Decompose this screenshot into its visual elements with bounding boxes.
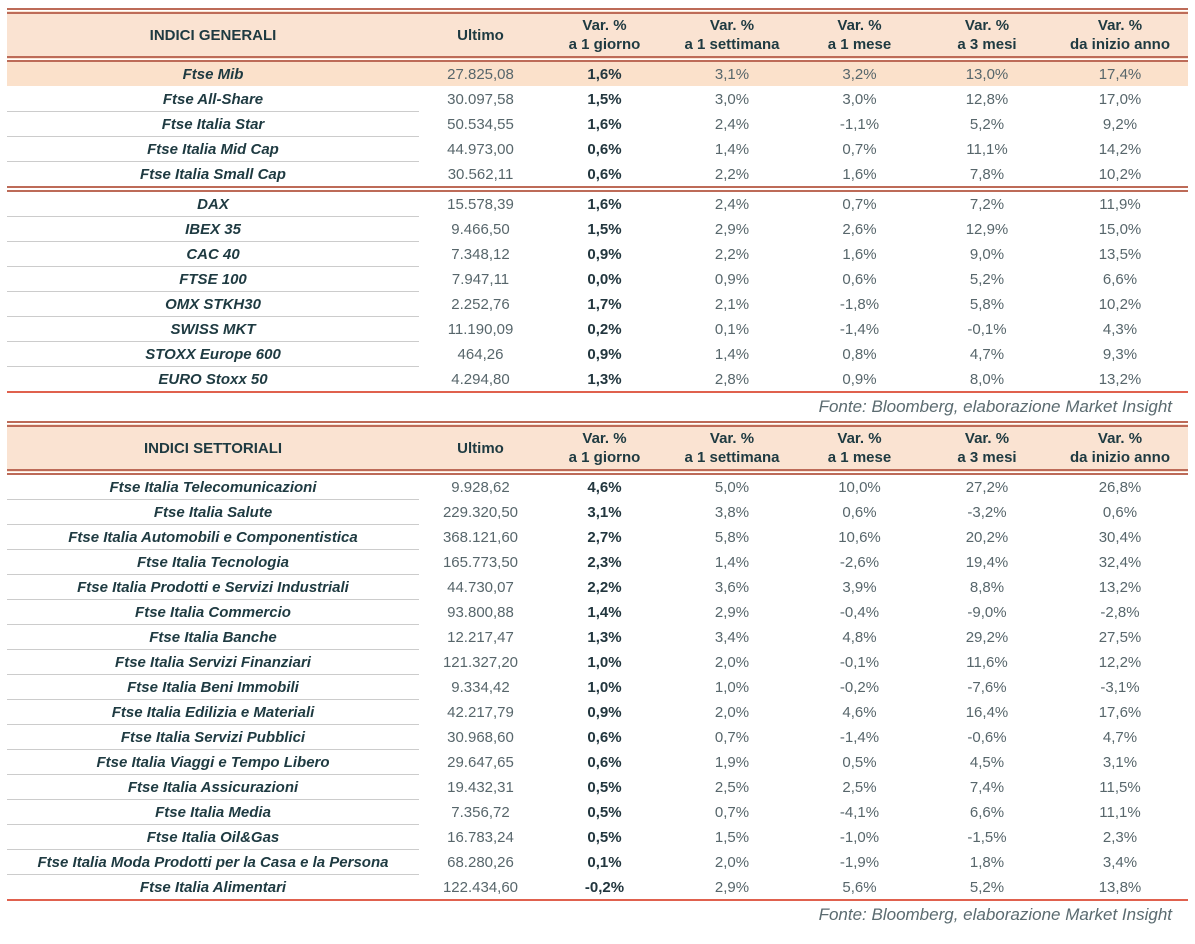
var-1-mese-value: 5,6% — [797, 875, 922, 901]
var-inizio-anno-value: 2,3% — [1102, 828, 1138, 846]
column-header-var-1-mese — [797, 11, 922, 59]
ultimo-value: 16.783,24 — [447, 828, 514, 846]
var-3-mesi-value: 20,2% — [965, 528, 1009, 546]
var-3-mesi-value: 1,8% — [969, 853, 1005, 871]
var-3-mesi-value: 12,9% — [965, 220, 1009, 238]
var-1-giorno-value: 0,5% — [587, 828, 622, 846]
table-row — [7, 500, 1188, 525]
var-1-mese-value: -1,9% — [839, 853, 880, 871]
var-1-giorno-value: 1,6% — [587, 115, 622, 133]
ultimo-value: 19.432,31 — [447, 778, 514, 796]
var-1-giorno-value: 0,6% — [587, 753, 622, 771]
column-header-var-3-mesi — [922, 424, 1052, 472]
column-header-line: da inizio anno — [1070, 36, 1170, 53]
var-1-giorno-value: 1,6% — [542, 59, 667, 87]
var-inizio-anno-value: 27,5% — [1098, 628, 1142, 646]
var-1-settimana-value: 2,9% — [714, 603, 750, 621]
column-header-var-1-settimana — [667, 424, 797, 472]
var-1-settimana-value: 5,8% — [714, 528, 750, 546]
var-inizio-anno-value: 11,5% — [1099, 778, 1141, 796]
column-header-ultimo: Ultimo — [419, 11, 542, 59]
ultimo-value: 9.928,62 — [451, 478, 510, 496]
var-inizio-anno-value: 30,4% — [1098, 528, 1142, 546]
var-3-mesi-value: 16,4% — [965, 703, 1009, 721]
var-1-settimana-value: 2,0% — [714, 703, 750, 721]
index-name: EURO Stoxx 50 — [7, 367, 419, 393]
ultimo-value: 9.334,42 — [451, 678, 510, 696]
var-1-mese-value: 10,6% — [838, 528, 881, 546]
ultimo-value: 44.973,00 — [447, 140, 514, 158]
var-inizio-anno-value: 10,2% — [1052, 162, 1188, 190]
index-name: Ftse Italia Servizi Finanziari — [7, 650, 419, 675]
var-3-mesi-value: 7,2% — [969, 195, 1005, 213]
var-1-giorno-value: 0,1% — [587, 853, 622, 871]
index-name: Ftse All-Share — [7, 87, 419, 112]
table-row — [7, 650, 1188, 675]
table-title: INDICI GENERALI — [7, 11, 419, 59]
var-1-giorno-value: 0,6% — [587, 728, 622, 746]
column-header-ultimo: Ultimo — [419, 424, 542, 472]
column-header-line: Var. % — [964, 430, 1010, 447]
index-name: Ftse Italia Servizi Pubblici — [7, 725, 419, 750]
var-inizio-anno-value: 13,8% — [1052, 875, 1188, 901]
var-1-giorno-value: 1,0% — [587, 653, 622, 671]
var-1-mese-value: 0,6% — [842, 503, 877, 521]
table-row — [7, 292, 1188, 317]
ultimo-value: 29.647,65 — [447, 753, 514, 771]
column-header-line: Var. % — [709, 430, 755, 447]
source-note: Fonte: Bloomberg, elaborazione Market Insight — [818, 397, 1172, 416]
var-inizio-anno-value: 12,2% — [1098, 653, 1142, 671]
table-row — [7, 342, 1188, 367]
var-1-mese-value: 0,5% — [842, 753, 877, 771]
index-name: Ftse Italia Media — [7, 800, 419, 825]
var-inizio-anno-value: 3,1% — [1102, 753, 1138, 771]
ultimo-value: 121.327,20 — [442, 653, 519, 671]
ultimo-value: 229.320,50 — [442, 503, 519, 521]
var-inizio-anno-value: 11,9% — [1099, 195, 1141, 213]
var-3-mesi-value: 29,2% — [965, 628, 1009, 646]
index-name: CAC 40 — [7, 242, 419, 267]
ultimo-value: 30.097,58 — [447, 90, 514, 108]
var-3-mesi-value: -3,2% — [967, 503, 1007, 521]
table-row — [7, 850, 1188, 875]
var-inizio-anno-value: 32,4% — [1098, 553, 1142, 571]
column-header-line: Var. % — [1097, 17, 1143, 34]
var-1-giorno-value: 1,5% — [587, 90, 622, 108]
var-inizio-anno-value: 10,2% — [1098, 295, 1142, 313]
index-name: Ftse Italia Viaggi e Tempo Libero — [7, 750, 419, 775]
index-name: IBEX 35 — [7, 217, 419, 242]
var-1-giorno-value: 2,2% — [587, 578, 622, 596]
index-name: Ftse Italia Beni Immobili — [7, 675, 419, 700]
index-name: Ftse Italia Tecnologia — [7, 550, 419, 575]
column-header-line: Var. % — [837, 430, 882, 447]
column-header-line: Var. % — [582, 430, 627, 447]
var-inizio-anno-value: 15,0% — [1098, 220, 1142, 238]
ultimo-value: 11.190,09 — [447, 320, 514, 338]
var-1-settimana-value: 1,4% — [714, 553, 750, 571]
index-name: DAX — [7, 189, 419, 217]
var-3-mesi-value: 11,1% — [966, 140, 1008, 158]
ultimo-value: 7.356,72 — [451, 803, 510, 821]
var-1-mese-value: 0,7% — [842, 140, 877, 158]
var-3-mesi-value: -9,0% — [967, 603, 1007, 621]
var-1-mese-value: -1,4% — [839, 320, 880, 338]
var-1-settimana-value: 0,9% — [714, 270, 750, 288]
table-row — [7, 367, 1188, 393]
var-1-mese-value: 0,6% — [842, 270, 877, 288]
column-header-var-inizio-anno — [1052, 11, 1188, 59]
var-1-mese-value: 3,9% — [842, 578, 877, 596]
index-name: Ftse Italia Moda Prodotti per la Casa e la Persona — [7, 850, 419, 875]
column-header-line: a 1 mese — [827, 36, 892, 53]
var-1-mese-value: 1,6% — [842, 245, 877, 263]
index-name: Ftse Mib — [7, 59, 419, 87]
column-header-line: a 1 mese — [827, 449, 892, 466]
indici-generali-header — [7, 11, 1188, 59]
var-inizio-anno-value: 9,2% — [1102, 115, 1138, 133]
table-row — [7, 600, 1188, 625]
var-3-mesi-value: 11,6% — [966, 653, 1008, 671]
var-3-mesi-value: 12,8% — [965, 90, 1009, 108]
var-1-settimana-value: 2,5% — [714, 778, 750, 796]
ultimo-value: 30.562,11 — [419, 162, 542, 190]
column-header-var-inizio-anno — [1052, 424, 1188, 472]
var-1-settimana-value: 0,7% — [714, 728, 750, 746]
var-1-settimana-value: 2,2% — [714, 245, 750, 263]
table-row — [7, 875, 1188, 901]
var-1-mese-value: -0,4% — [839, 603, 880, 621]
index-name: Ftse Italia Commercio — [7, 600, 419, 625]
var-1-giorno-value: -0,2% — [542, 875, 667, 901]
table-row — [7, 317, 1188, 342]
var-3-mesi-value: 5,2% — [922, 875, 1052, 901]
var-3-mesi-value: 9,0% — [969, 245, 1005, 263]
var-1-giorno-value: 2,3% — [587, 553, 622, 571]
var-1-mese-value: 0,9% — [797, 367, 922, 393]
var-1-mese-value: 0,7% — [842, 195, 877, 213]
var-1-settimana-value: 2,4% — [714, 195, 750, 213]
var-inizio-anno-value: -2,8% — [1100, 603, 1140, 621]
var-3-mesi-value: 27,2% — [965, 478, 1009, 496]
index-name: Ftse Italia Banche — [7, 625, 419, 650]
var-inizio-anno-value: 13,2% — [1052, 367, 1188, 393]
var-1-giorno-value: 0,5% — [587, 778, 622, 796]
table-row — [7, 189, 1188, 217]
var-1-giorno-value: 1,4% — [587, 603, 622, 621]
ultimo-value: 4.294,80 — [419, 367, 542, 393]
table-row — [7, 267, 1188, 292]
column-header-line: a 1 giorno — [568, 449, 641, 466]
var-inizio-anno-value: 0,6% — [1102, 503, 1138, 521]
var-inizio-anno-value: -3,1% — [1100, 678, 1140, 696]
table-row — [7, 700, 1188, 725]
column-header-line: Var. % — [709, 17, 755, 34]
var-1-giorno-value: 1,5% — [587, 220, 622, 238]
index-name: OMX STKH30 — [7, 292, 419, 317]
var-1-giorno-value: 0,9% — [587, 703, 622, 721]
var-1-giorno-value: 4,6% — [587, 478, 622, 496]
var-inizio-anno-value: 4,7% — [1102, 728, 1138, 746]
var-inizio-anno-value: 17,6% — [1098, 703, 1142, 721]
column-header-line: Var. % — [582, 17, 627, 34]
ultimo-value: 122.434,60 — [419, 875, 542, 901]
ultimo-value: 368.121,60 — [442, 528, 519, 546]
var-1-giorno-value: 1,3% — [587, 628, 622, 646]
index-name: Ftse Italia Telecomunicazioni — [7, 472, 419, 500]
var-inizio-anno-value: 14,2% — [1098, 140, 1142, 158]
var-1-settimana-value: 2,0% — [714, 653, 750, 671]
table-row — [7, 137, 1188, 162]
var-1-settimana-value: 3,1% — [667, 59, 797, 87]
table-title: INDICI SETTORIALI — [7, 424, 419, 472]
var-3-mesi-value: 5,2% — [969, 270, 1005, 288]
table-row — [7, 800, 1188, 825]
column-header-var-3-mesi — [922, 11, 1052, 59]
ultimo-value: 68.280,26 — [447, 853, 514, 871]
var-1-settimana-value: 2,4% — [714, 115, 750, 133]
var-1-settimana-value: 1,4% — [714, 140, 750, 158]
var-1-giorno-value: 0,6% — [542, 162, 667, 190]
table-row — [7, 162, 1188, 190]
var-1-giorno-value: 0,5% — [587, 803, 622, 821]
table-row — [7, 675, 1188, 700]
var-3-mesi-value: -0,6% — [967, 728, 1007, 746]
var-1-giorno-value: 1,3% — [542, 367, 667, 393]
index-name: FTSE 100 — [7, 267, 419, 292]
var-inizio-anno-value: 9,3% — [1102, 345, 1138, 363]
table-row — [7, 625, 1188, 650]
ultimo-value: 12.217,47 — [447, 628, 514, 646]
var-3-mesi-value: 19,4% — [965, 553, 1009, 571]
var-3-mesi-value: 8,8% — [969, 578, 1005, 596]
var-3-mesi-value: 6,6% — [969, 803, 1005, 821]
var-1-mese-value: 0,8% — [842, 345, 877, 363]
ultimo-value: 165.773,50 — [442, 553, 519, 571]
var-1-settimana-value: 2,9% — [667, 875, 797, 901]
var-1-settimana-value: 3,4% — [714, 628, 750, 646]
table-row — [7, 59, 1188, 87]
var-1-settimana-value: 2,1% — [714, 295, 750, 313]
table-row — [7, 472, 1188, 500]
var-1-settimana-value: 2,9% — [714, 220, 750, 238]
ultimo-value: 27.825,08 — [419, 59, 542, 87]
table-row — [7, 242, 1188, 267]
var-3-mesi-value: 8,0% — [922, 367, 1052, 393]
indici-settoriali-header — [7, 424, 1188, 472]
column-header-line: a 1 settimana — [684, 36, 780, 53]
index-name: Ftse Italia Automobili e Componentistica — [7, 525, 419, 550]
var-1-mese-value: -2,6% — [839, 553, 880, 571]
var-1-giorno-value: 0,0% — [587, 270, 622, 288]
var-1-mese-value: -1,1% — [839, 115, 880, 133]
var-1-mese-value: -1,0% — [839, 828, 880, 846]
var-1-giorno-value: 1,7% — [587, 295, 622, 313]
var-1-mese-value: 3,2% — [797, 59, 922, 87]
ultimo-value: 7.348,12 — [451, 245, 510, 263]
source-note: Fonte: Bloomberg, elaborazione Market Insight — [818, 905, 1172, 924]
column-header-line: a 3 mesi — [957, 449, 1017, 466]
table-row — [7, 112, 1188, 137]
var-1-settimana-value: 3,8% — [714, 503, 750, 521]
var-1-mese-value: -0,2% — [839, 678, 880, 696]
index-name: Ftse Italia Mid Cap — [7, 137, 419, 162]
table-row — [7, 750, 1188, 775]
index-name: Ftse Italia Assicurazioni — [7, 775, 419, 800]
var-1-mese-value: -4,1% — [839, 803, 880, 821]
var-1-settimana-value: 2,8% — [667, 367, 797, 393]
ultimo-value: 50.534,55 — [447, 115, 514, 133]
var-1-settimana-value: 2,0% — [714, 853, 750, 871]
var-1-mese-value: 1,6% — [797, 162, 922, 190]
column-header-line: a 1 giorno — [568, 36, 641, 53]
var-1-settimana-value: 5,0% — [714, 478, 750, 496]
index-name: Ftse Italia Prodotti e Servizi Industriali — [7, 575, 419, 600]
column-header-line: Var. % — [964, 17, 1010, 34]
var-1-giorno-value: 0,6% — [587, 140, 622, 158]
var-1-settimana-value: 3,6% — [714, 578, 750, 596]
ultimo-value: 30.968,60 — [447, 728, 514, 746]
var-3-mesi-value: -7,6% — [967, 678, 1007, 696]
var-1-mese-value: -1,8% — [839, 295, 880, 313]
column-header-line: a 3 mesi — [957, 36, 1017, 53]
var-inizio-anno-value: 3,4% — [1102, 853, 1138, 871]
indici-generali-table — [7, 8, 1188, 393]
var-3-mesi-value: 7,8% — [922, 162, 1052, 190]
var-1-mese-value: 2,6% — [842, 220, 877, 238]
column-header-line: a 1 settimana — [684, 449, 780, 466]
table-row — [7, 725, 1188, 750]
indici-settoriali-table — [7, 421, 1188, 901]
var-1-giorno-value: 1,0% — [587, 678, 622, 696]
var-1-settimana-value: 2,2% — [667, 162, 797, 190]
var-3-mesi-value: 7,4% — [969, 778, 1005, 796]
table-row — [7, 825, 1188, 850]
var-inizio-anno-value: 11,1% — [1099, 803, 1141, 821]
var-1-mese-value: 4,6% — [842, 703, 877, 721]
var-1-giorno-value: 0,9% — [587, 245, 622, 263]
var-1-mese-value: 10,0% — [838, 478, 881, 496]
column-header-var-1-mese — [797, 424, 922, 472]
var-inizio-anno-value: 13,2% — [1098, 578, 1142, 596]
index-name: Ftse Italia Alimentari — [7, 875, 419, 901]
table-row — [7, 217, 1188, 242]
index-name: Ftse Italia Edilizia e Materiali — [7, 700, 419, 725]
var-1-mese-value: -0,1% — [839, 653, 880, 671]
column-header-var-1-settimana — [667, 11, 797, 59]
var-1-mese-value: -1,4% — [839, 728, 880, 746]
index-name: SWISS MKT — [7, 317, 419, 342]
ultimo-value: 42.217,79 — [447, 703, 514, 721]
var-1-settimana-value: 0,1% — [714, 320, 750, 338]
column-header-var-1-giorno — [542, 11, 667, 59]
var-1-giorno-value: 2,7% — [587, 528, 622, 546]
var-1-mese-value: 4,8% — [842, 628, 877, 646]
ultimo-value: 93.800,88 — [447, 603, 514, 621]
ultimo-value: 2.252,76 — [451, 295, 510, 313]
var-1-settimana-value: 0,7% — [714, 803, 750, 821]
ultimo-value: 7.947,11 — [451, 270, 510, 288]
var-inizio-anno-value: 26,8% — [1098, 478, 1142, 496]
var-1-mese-value: 2,5% — [842, 778, 877, 796]
var-1-settimana-value: 1,4% — [714, 345, 750, 363]
table-row — [7, 87, 1188, 112]
var-1-giorno-value: 0,2% — [587, 320, 622, 338]
ultimo-value: 464,26 — [457, 345, 504, 363]
var-1-giorno-value: 0,9% — [587, 345, 622, 363]
var-3-mesi-value: 5,2% — [969, 115, 1005, 133]
column-header-line: Var. % — [1097, 430, 1143, 447]
index-name: Ftse Italia Star — [7, 112, 419, 137]
column-header-line: da inizio anno — [1070, 449, 1170, 466]
var-3-mesi-value: 4,7% — [969, 345, 1005, 363]
var-3-mesi-value: -0,1% — [967, 320, 1007, 338]
table-row — [7, 525, 1188, 550]
var-1-giorno-value: 3,1% — [587, 503, 622, 521]
index-name: Ftse Italia Oil&Gas — [7, 825, 419, 850]
var-1-giorno-value: 1,6% — [587, 195, 622, 213]
var-inizio-anno-value: 17,0% — [1098, 90, 1142, 108]
var-3-mesi-value: 4,5% — [969, 753, 1005, 771]
table-row — [7, 550, 1188, 575]
ultimo-value: 15.578,39 — [447, 195, 514, 213]
column-header-line: Var. % — [837, 17, 882, 34]
var-inizio-anno-value: 4,3% — [1102, 320, 1138, 338]
index-name: Ftse Italia Small Cap — [7, 162, 419, 190]
var-3-mesi-value: 5,8% — [969, 295, 1005, 313]
var-3-mesi-value: -1,5% — [967, 828, 1007, 846]
index-name: Ftse Italia Salute — [7, 500, 419, 525]
var-1-settimana-value: 1,9% — [714, 753, 750, 771]
ultimo-value: 9.466,50 — [451, 220, 510, 238]
ultimo-value: 44.730,07 — [447, 578, 514, 596]
var-1-settimana-value: 3,0% — [714, 90, 750, 108]
var-inizio-anno-value: 17,4% — [1052, 59, 1188, 87]
var-inizio-anno-value: 13,5% — [1098, 245, 1142, 263]
table-row — [7, 575, 1188, 600]
var-1-mese-value: 3,0% — [842, 90, 877, 108]
var-1-settimana-value: 1,0% — [714, 678, 750, 696]
var-1-settimana-value: 1,5% — [714, 828, 750, 846]
var-3-mesi-value: 13,0% — [922, 59, 1052, 87]
column-header-var-1-giorno — [542, 424, 667, 472]
index-name: STOXX Europe 600 — [7, 342, 419, 367]
var-inizio-anno-value: 6,6% — [1102, 270, 1138, 288]
table-row — [7, 775, 1188, 800]
